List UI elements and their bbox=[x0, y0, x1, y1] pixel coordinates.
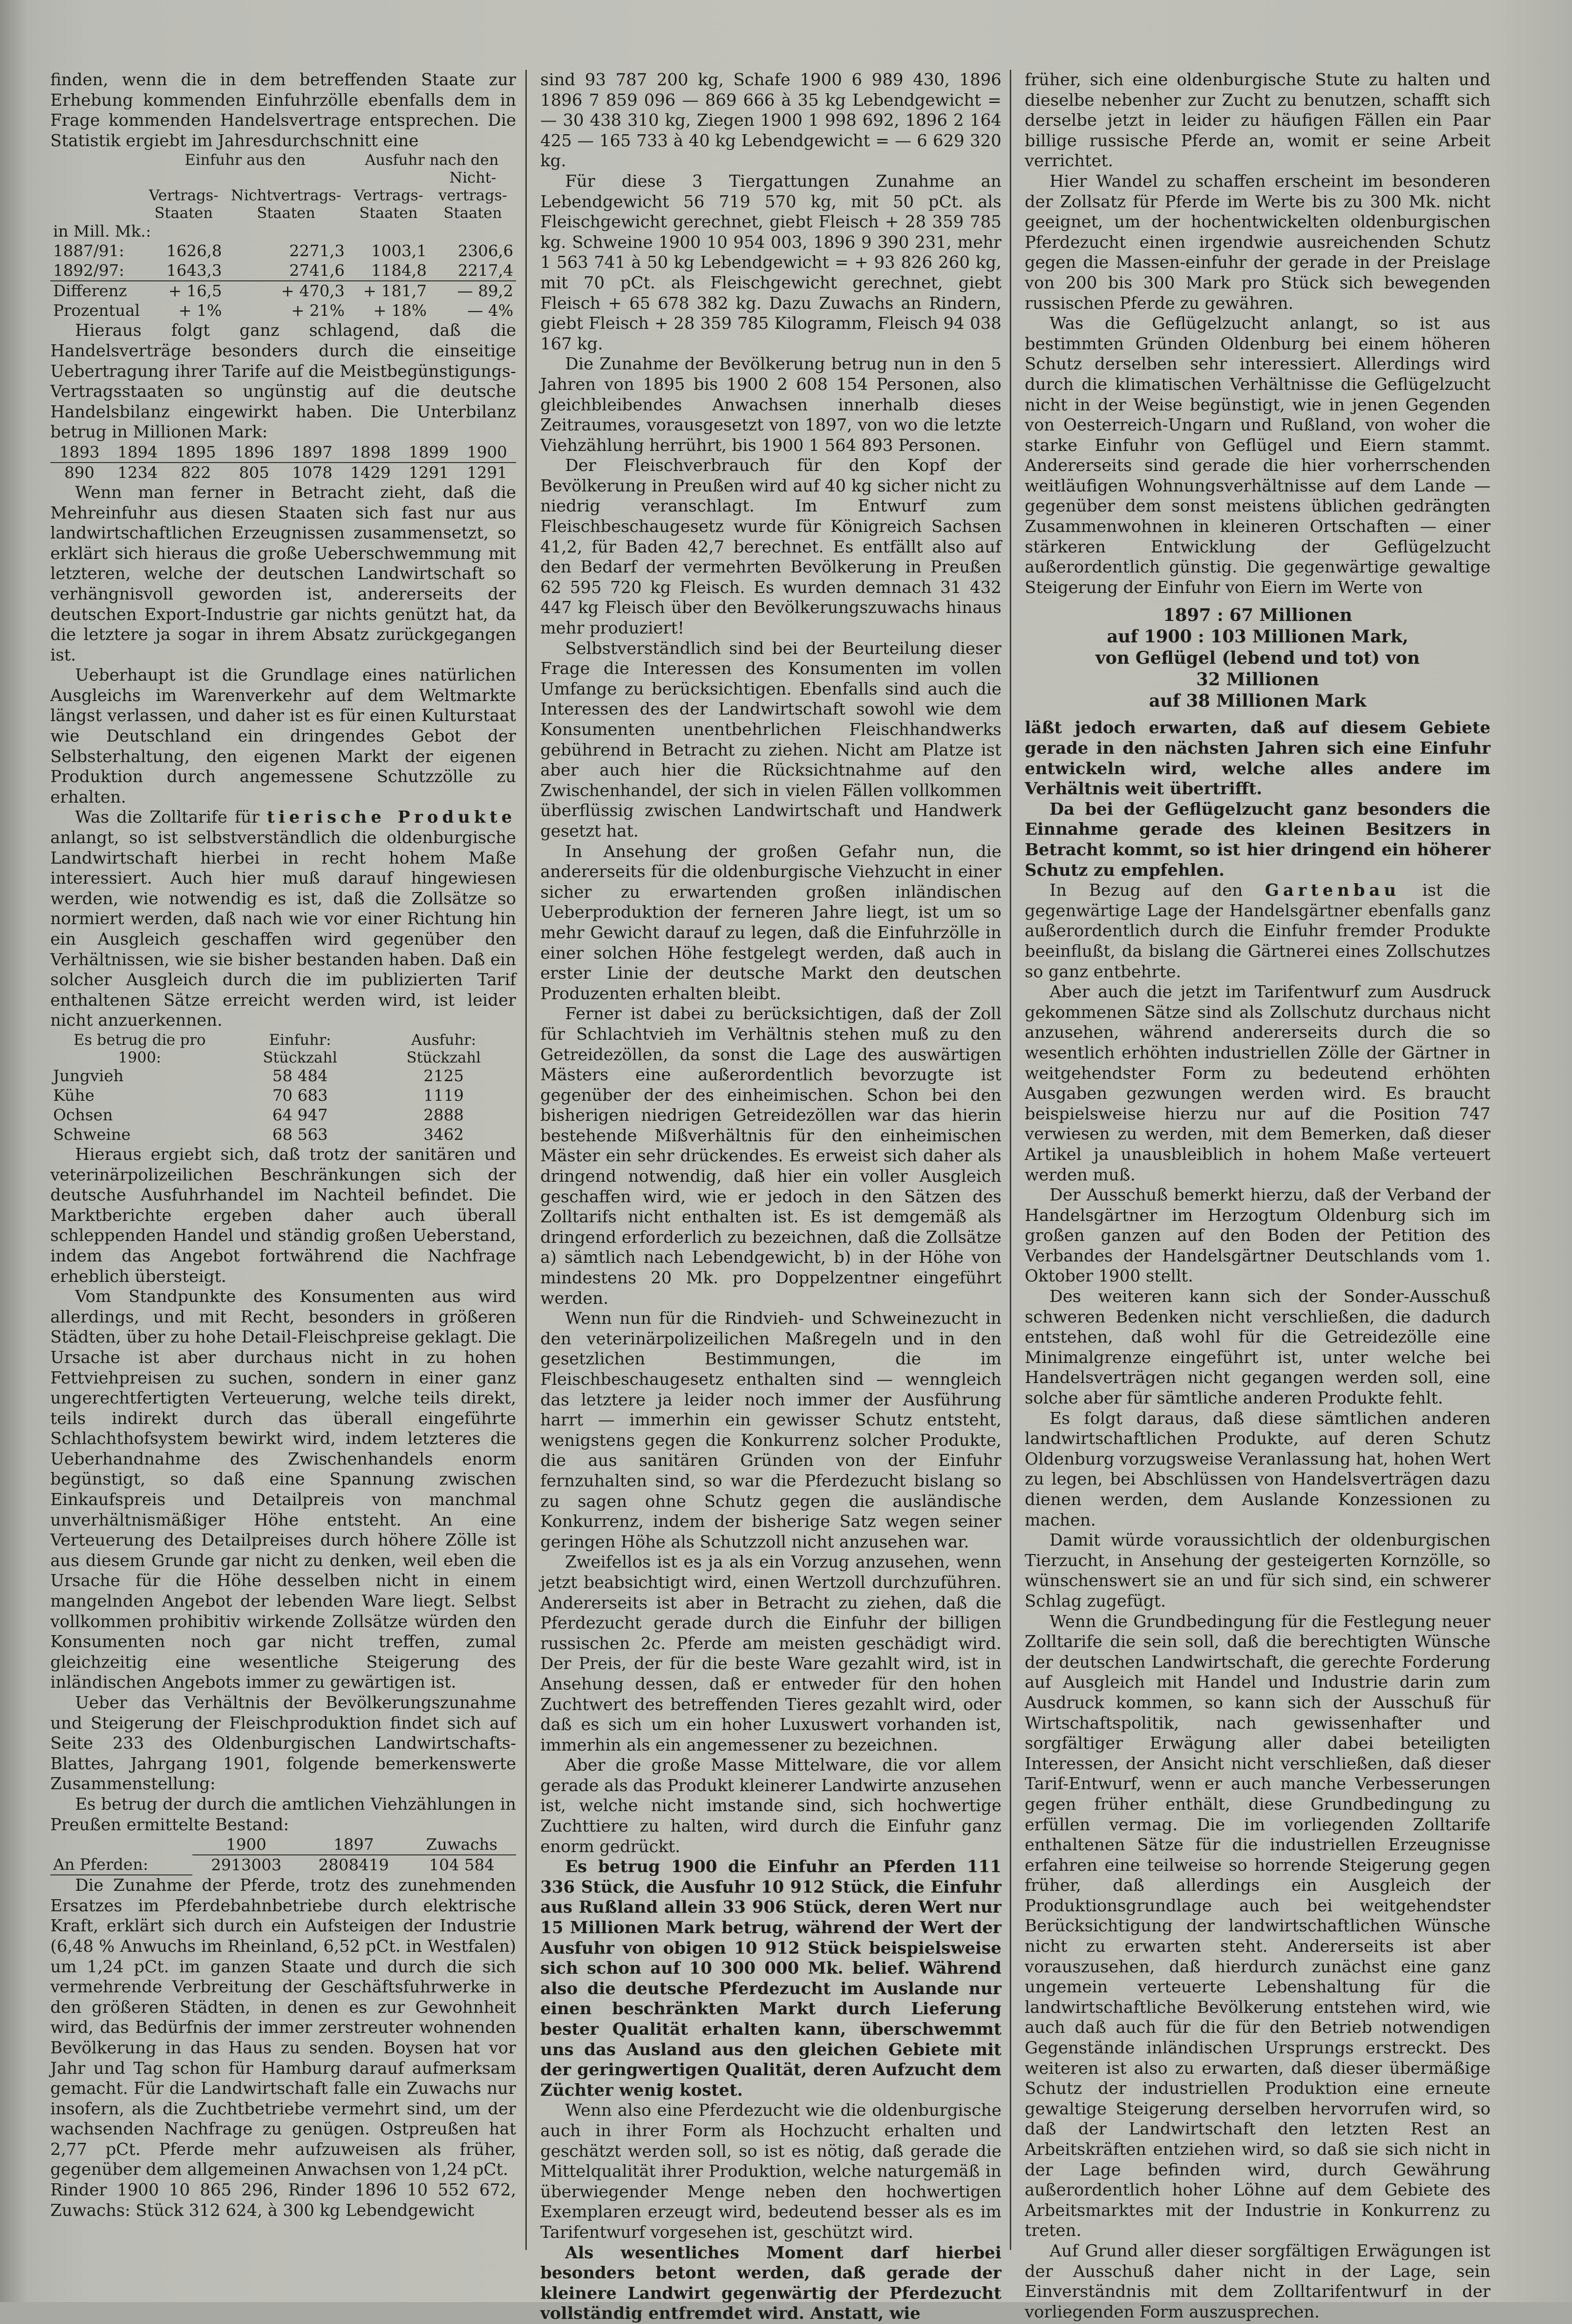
paragraph: Es folgt daraus, daß diese sämtlichen anderen landwirtschaftlichen Produkte, auf deren Schutz Oldenburg vorzugsweise Veranlassung hat, hohen Wert zu legen, bei Abschlüssen von Handelsverträgen dazu dienen werden, dem Auslande Konzessionen zu machen. bbox=[1025, 1409, 1490, 1530]
column-right bbox=[1025, 70, 1490, 2322]
table-row: 1893 1894 1895 1896 1897 1898 1899 1900 bbox=[50, 443, 516, 463]
group-header: Ausfuhr nach den bbox=[365, 151, 499, 169]
paragraph: Was die Zolltarife für tierische Produkte anlangt, so ist selbstverständlich die oldenburgische Landwirtschaft hierbei in recht hohem Maße interessiert. Auch hier muß darauf hingewiesen werden, wie notwendig es ist, daß die Zollsätze so normiert werden, daß nach wie vor einer Richtung hin ein Ausgleich geschaffen wird gegenüber den Verhältnissen, wie sie bisher bestanden haben. Daß ein solcher Ausgleich durch die im publizierten Tarif enthaltenen Sätze erreicht werden wird, ist leider nicht anzuerkennen. bbox=[50, 808, 516, 1030]
table-row: Schweine 68 563 3462 bbox=[53, 1125, 464, 1144]
table-row: Differenz + 16,5 + 470,3 + 181,7 — 89,2 bbox=[53, 282, 513, 301]
table-row: Kühe 70 683 1119 bbox=[53, 1086, 464, 1105]
paragraph: Für diese 3 Tiergattungen Zunahme an Lebendgewicht 56 719 570 kg, mit 50 pCt. als Fleischgewicht gerechnet, giebt Fleisch + 28 359 785 kg. Schweine 1900 10 954 003, 1896 9 390 231, mehr 1 563 741 à 50 kg Lebendgewicht = + 93 826 260 kg, mit 70 pCt. als Fleischgewicht gerechnet, giebt Fleisch + 65 678 382 kg. Dazu Zuwachs an Rindern, giebt Fleisch + 28 359 785 Kilogramm, Fleisch 94 038 167 kg. bbox=[540, 171, 1001, 354]
paragraph: Wenn also eine Pferdezucht wie die oldenburgische auch in ihrer Form als Hochzucht erhalten und geschätzt werden soll, so ist es nötig, daß gerade die Mittelqualität ihrer Produktion, welche naturgemäß in überwiegender Menge neben den hochwertigen Exemplaren erzeugt wird, bedeutend besser als es im Tarifentwurf vorgesehen ist, geschützt wird. bbox=[540, 2101, 1001, 2242]
column-header: Es betrug die pro 1900: bbox=[73, 1030, 206, 1066]
column-header: Ausfuhr: Stückzahl bbox=[406, 1030, 481, 1066]
figure-line: 1897 : 67 Millionen bbox=[1163, 605, 1352, 626]
paragraph: sind 93 787 200 kg, Schafe 1900 6 989 430, 1896 1896 7 859 096 — 869 666 à 35 kg Lebendgewicht = — 30 438 310 kg, Ziegen 1900 1 998 692, 1896 2 164 425 — 165 733 à 40 kg Lebendgewicht = — 6 629 320 kg. bbox=[540, 70, 1001, 171]
table-row: 1887/91: 1626,8 2271,3 1003,1 2306,6 bbox=[53, 242, 513, 261]
paragraph: Hieraus folgt ganz schlagend, daß die Handelsverträge besonders durch die einseitige Uebertragung ihrer Tarife auf die Meistbegünstigungs-Vertragsstaaten so ungünstig auf die deutsche Handelsbilanz eingewirkt haben. Die Unterbilanz betrug in Millionen Mark: bbox=[50, 321, 516, 442]
paragraph: Selbstverständlich sind bei der Beurteilung dieser Frage die Interessen des Konsumenten im vollen Umfange zu berücksichtigen. Ebenfalls sind auch die Interessen des der Landwirtschaft sowohl wie dem Konsumenten unentbehrlichen Fleischhandwerks gebührend in Betracht zu ziehen. Nicht am Platze ist aber auch hier die Rücksichtnahme auf den Zwischenhandel, der sich in vielen Fällen vollkommen überflüssig zwischen Landwirtschaft und Handwerk gesetzt hat. bbox=[540, 639, 1001, 841]
group-header: Einfuhr aus den bbox=[184, 151, 306, 169]
paragraph: Ferner ist dabei zu berücksichtigen, daß der Zoll für Schlachtvieh im Verhältnis stehen muß zu den Getreidezöllen, da sonst die Lage des auswärtigen Mästers eine außerordentlich bevorzugte ist gegenüber der des einheimischen. Schon bei den bisherigen niedrigen Getreidezöllen war das hierin bestehende Mißverhältnis für den einheimischen Mäster ein sehr drückendes. Es erweist sich daher als dringend notwendig, daß hier ein voller Ausgleich geschaffen wird, wie er jedoch in den Sätzen des Zolltarifs nicht enthalten ist. Es ist demgemäß als dringend erforderlich zu bezeichnen, daß die Zollsätze a) sämtlich nach Lebendgewicht, b) in der Höhe von mindestens 20 Mk. pro Doppelzentner eingeführt werden. bbox=[540, 1004, 1001, 1308]
paragraph: Es betrug der durch die amtlichen Viehzählungen in Preußen ermittelte Bestand: bbox=[50, 1794, 516, 1834]
paragraph: Damit würde voraussichtlich der oldenburgischen Tierzucht, in Ansehung der gesteigerten Kornzölle, so wünschenswert sie an und für sich sind, ein schwerer Schlag zugefügt. bbox=[1025, 1531, 1490, 1611]
paragraph: Die Zunahme der Pferde, trotz des zunehmenden Ersatzes im Pferdebahnbetriebe durch elektrische Kraft, erklärt sich durch ein Aufsteigen der Industrie (6,48 % Anwuchs im Rheinland, 6,52 pCt. in Westfalen) um 1,24 pCt. im ganzen Staate und durch die sich vermehrende Verbreitung der Geschäftsfuhrwerke in den größeren Städten, in denen es zur Gewohnheit wird, das Bedürfnis der immer zerstreuter wohnenden Bevölkerung in das Haus zu senden. Boysen hat vor Jahr und Tag schon für Hamburg darauf aufmerksam gemacht. Für die Landwirtschaft falle ein Zuwachs nur insofern, als die Zuchtbetriebe vermehrt sind, um der wachsenden Nachfrage zu genügen. Ostpreußen hat 2,77 pCt. Pferde mehr aufzuweisen als früher, gegenüber dem allgemeinen Anwachsen von 1,24 pCt. bbox=[50, 1876, 516, 2180]
paragraph: Auf Grund aller dieser sorgfältigen Erwägungen ist der Ausschuß daher nicht in der Lage, sein Einverständnis mit dem Zolltarifentwurf in der vorliegenden Form auszusprechen. bbox=[1025, 2241, 1490, 2322]
column-header: Nichtvertrags-Staaten bbox=[231, 186, 341, 222]
table-row: Ochsen 64 947 2888 bbox=[53, 1105, 464, 1125]
paragraph: Wenn die Grundbedingung für die Festlegung neuer Zolltarife die sein soll, daß die berechtigten Wünsche der deutschen Landwirtschaft, die gerechte Forderung auf Ausgleich mit Handel und Industrie darin zum Ausdruck kommen, so kann sich der Ausschuß für Wirtschaftspolitik, nach gewissenhafter und sorgfältiger Erwägung aller dabei beteiligten Interessen, der Ansicht nicht verschließen, daß dieser Tarif-Entwurf, wenn er auch manche Verbesserungen gegen früher enthält, diese Grundbedingung zu erfüllen vermag. Die im vorliegenden Zolltarife enthaltenen Sätze für die industriellen Erzeugnisse erfahren eine teilweise so horrende Steigerung gegen früher, daß allerdings ein Ausgleich der Produktionsgrundlage auch bei weitgehendster Berücksichtigung der landwirtschaftlichen Wünsche nicht zu erwarten steht. Andererseits ist aber vorauszusehen, daß hierdurch zunächst eine ganz ungemein verteuerte Lebenshaltung für die landwirtschaftliche Bevölkerung entstehen wird, wie auch daß auch für die für den Betrieb notwendigen Gegenstände inländischen Ursprungs erstreckt. Des weiteren ist also zu erwarten, daß dieser übermäßige Schutz der industriellen Produktion eine erneute gewaltige Steigerung derselben hervorrufen wird, so daß der Landwirtschaft den letzten Rest an Arbeitskräften entziehen wird, so daß sie sich nicht in der Lage befinden wird, durch Gewährung außerordentlich hoher Löhne auf dem Gebiete des Arbeitsmarktes mit der Industrie in Konkurrenz zu treten. bbox=[1025, 1612, 1490, 2241]
paragraph: Des weiteren kann sich der Sonder-Ausschuß schweren Bedenken nicht verschließen, die dadurch entstehen, daß wohl für die Getreidezölle eine Minimalgrenze eingeführt ist, unter welche bei Handelsverträgen nicht gegangen werden soll, eine solche aber für sämtliche anderen Produkte fehlt. bbox=[1025, 1287, 1490, 1408]
table-row: Jungvieh 58 484 2125 bbox=[53, 1066, 464, 1085]
paragraph: Der Ausschuß bemerkt hierzu, daß der Verband der Handelsgärtner im Herzogtum Oldenburg sich im großen ganzen auf den Boden der Petition des Verbandes der Handelsgärtner Deutschlands vom 1. Oktober 1900 stellt. bbox=[1025, 1186, 1490, 1286]
paragraph: finden, wenn die in dem betreffenden Staate zur Erhebung kommenden Einfuhrzölle ebenfalls dem in Frage kommenden Handelsvertrage entsprechen. Die Statistik ergiebt im Jahresdurchschnitt eine bbox=[50, 70, 516, 150]
paragraph: Als wesentliches Moment darf hierbei besonders betont werden, daß gerade der kleinere Landwirt gegenwärtig der Pferdezucht vollständig entfremdet wird. Anstatt, wie bbox=[540, 2243, 1001, 2324]
paragraph: Der Fleischverbrauch für den Kopf der Bevölkerung in Preußen wird auf 40 kg sicher nicht zu niedrig veranschlagt. Im Entwurf zum Fleischbeschaugesetz wurde für Königreich Sachsen 41,2, für Baden 42,7 berechnet. Es entfällt also auf den Bedarf der vermehrten Bevölkerung in Preußen 62 595 720 kg Fleisch. Es wurden demnach 31 432 447 kg Fleisch über den Bevölkerungszuwachs hinaus mehr produziert! bbox=[540, 456, 1001, 638]
paragraph: Es betrug 1900 die Einfuhr an Pferden 111 336 Stück, die Ausfuhr 10 912 Stück, die Einfuhr aus Rußland allein 33 906 Stück, deren Wert nur 15 Millionen Mark betrug, während der Wert der Ausfuhr von obigen 10 912 Stück beispielsweise sich schon auf 10 300 000 Mk. belief. Während also die deutsche Pferdezucht im Auslande nur einen beschränkten Markt durch Lieferung bester Qualität erhalten kann, überschwemmt uns das Ausland aus den gleichen Gebiete mit der geringwertigen Qualität, deren Aufzucht dem Züchter wenig kostet. bbox=[540, 1857, 1001, 2100]
column-header: Einfuhr: Stückzahl bbox=[263, 1030, 337, 1066]
spaced-emphasis: Gartenbau bbox=[1265, 881, 1400, 900]
paragraph: Ueberhaupt ist die Grundlage eines natürlichen Ausgleichs im Warenverkehr auf dem Weltmarkte längst verlassen, und daher ist es für einen Kulturstaat wie Deutschland ein dringendes Gebot der Selbsterhaltung, den eigenen Markt der eigenen Produktion durch angemessene Schutzzölle zu erhalten. bbox=[50, 666, 516, 807]
paragraph: Aber auch die jetzt im Tarifentwurf zum Ausdruck gekommenen Sätze sind als Zollschutz durchaus nicht anzusehen, während andererseits durch die so wesentlich erhöhten industriellen Zölle der Gärtner in weitgehendster Form zu bedeutend erhöhten Ausgaben gezwungen werden wird. Es braucht beispielsweise hierzu nur auf die Position 747 verwiesen zu werden, mit dem Bemerken, daß dieser Artikel ja unausbleiblich in hohem Maße verteuert werden muß. bbox=[1025, 982, 1490, 1185]
figure-line: auf 1900 : 103 Millionen Mark, bbox=[1107, 626, 1409, 647]
paragraph: Aber die große Masse Mittelware, die vor allem gerade als das Produkt kleinerer Landwirte anzusehen ist, welche nicht imstande sind, sich hochwertige Zuchttiere zu halten, wird durch die Einfuhr ganz enorm gedrückt. bbox=[540, 1756, 1001, 1856]
figure-line: 32 Millionen bbox=[1196, 669, 1319, 690]
table-row: An Pferden: 1900 1897 Zuwachs bbox=[50, 1835, 516, 1855]
paragraph: Die Zunahme der Bevölkerung betrug nun in den 5 Jahren von 1895 bis 1900 2 608 154 Personen, also gleichbleibendes Anwachsen innerhalb dieses Zeitraumes, vorausgesetzt von 1897, von wo die letzte Viehzählung herrührt, bis 1900 1 564 893 Personen. bbox=[540, 354, 1001, 455]
paragraph: Hieraus ergiebt sich, daß trotz der sanitären und veterinärpolizeilichen Beschränkungen sich der deutsche Ausfuhrhandel im Nachteil befindet. Die Marktberichte ergeben daher auch überall schleppenden Handel und ständig großen Ueberstand, indem das Angebot fortwährend die Nachfrage erheblich übersteigt. bbox=[50, 1145, 516, 1286]
table-row: 1892/97: 1643,3 2741,6 1184,8 2217,4 bbox=[50, 261, 516, 281]
paragraph: Wenn nun für die Rindvieh- und Schweinezucht in den veterinärpolizeilichen Maßregeln und in den gesetzlichen Bestimmungen, die im Fleischbeschaugesetz enthalten sind — wenngleich das letztere ja leider noch immer der Ausführung harrt — immerhin ein gewisser Schutz entsteht, wenigstens gegen die Konkurrenz solcher Produkte, die aus sanitären Gründen von der Einfuhr fernzuhalten sind, so war die Pferdezucht bislang so zu sagen ohne Schutz gegen die ausländische Konkurrenz, indem der bisherige Satz wegen seiner geringen Höhe als Schutzzoll nicht anzusehen war. bbox=[540, 1309, 1001, 1552]
paragraph: Ueber das Verhältnis der Bevölkerungszunahme und Steigerung der Fleischproduktion findet sich auf Seite 233 des Oldenburgischen Landwirtschafts-Blattes, Jahrgang 1901, folgende bemerkenswerte Zusammenstellung: bbox=[50, 1693, 516, 1794]
paragraph: Was die Geflügelzucht anlangt, so ist aus bestimmten Gründen Oldenburg bei einem höheren Schutz derselben sehr interessiert. Allerdings wird durch die klimatischen Verhältnisse die Geflügelzucht nicht in der Weise begünstigt, wie in jenen Gegenden von Oesterreich-Ungarn und Rußland, von woher die starke Einfuhr von Geflügel und Eiern stammt. Andererseits sind gerade die hier vorherrschenden weitläufigen Wohnungsverhältnisse auf dem Lande — gegenüber dem sonst meistens üblichen gedrängten Zusammenwohnen in kleineren Ortschaften — einer stärkeren Entwicklung der Geflügelzucht außerordentlich günstig. Die gegenwärtige gewaltige Steigerung der Einfuhr von Eiern im Werte von bbox=[1025, 314, 1490, 597]
paragraph: Wenn man ferner in Betracht zieht, daß die Mehreinfuhr aus diesen Staaten sich fast nur aus landwirtschaftlichen Erzeugnissen zusammensetzt, so erklärt sich hieraus die große Ueberschwemmung mit letzteren, welche der deutschen Landwirtschaft so verhängnisvoll geworden ist, andererseits der deutschen Export-Industrie gar nichts genützt hat, da die letztere ja sogar in ihrem Absatz zurückgegangen ist. bbox=[50, 483, 516, 665]
paragraph: Zweifellos ist es ja als ein Vorzug anzusehen, wenn jetzt beabsichtigt wird, einen Wertzoll durchzuführen. Andererseits ist aber in Betracht zu ziehen, daß die Pferdezucht gerade durch die Einfuhr der billigen russischen 2c. Pferde am meisten geschädigt wird. Der Preis, der für die beste Ware gezahlt wird, ist in Ansehung dessen, daß er entweder für den hohen Zuchtwert des betreffenden Tieres gezahlt wird, oder daß es sich um ein hoher Luxuswert vorhanden ist, immerhin als ein angemessener zu bezeichnen. bbox=[540, 1553, 1001, 1755]
table-row: Prozentual + 1% + 21% + 18% — 4% bbox=[53, 301, 513, 320]
figure-line: von Geflügel (lebend und tot) von bbox=[1095, 647, 1420, 668]
table-row: 890 1234 822 805 1078 1429 1291 1291 bbox=[64, 463, 507, 482]
unit-label: in Mill. Mk.: bbox=[53, 222, 151, 241]
trade-balance-table bbox=[50, 151, 516, 320]
spaced-emphasis: tierische Produkte bbox=[267, 808, 516, 827]
paragraph: Da bei der Geflügelzucht ganz besonders die Einnahme gerade des kleinen Besitzers in Betracht kommt, so ist hier dringend ein höherer Schutz zu empfehlen. bbox=[1025, 799, 1490, 880]
paragraph: In Bezug auf den Gartenbau ist die gegenwärtige Lage der Handelsgärtner ebenfalls ganz außerordentlich durch die Einfuhr fremder Produkte beeinflußt, da bislang die Gärtnerei eines Zollschutzes so ganz entbehrte. bbox=[1025, 881, 1490, 981]
column-divider bbox=[525, 70, 527, 2250]
paragraph: Vom Standpunkte des Konsumenten aus wird allerdings, und mit Recht, besonders in größeren Städten, über zu hohe Detail-Fleischpreise geklagt. Die Ursache ist aber durchaus nicht in zu hohen Fettviehpreisen zu suchen, sondern in einer ganz ungerechtfertigten Verteuerung, welche teils direkt, teils indirekt durch das überall eingeführte Schlachthofsystem bewirkt wird, indem letzteres die Ueberhandnahme des Zwischenhandels enorm begünstigt, so daß eine Spannung zwischen Einkaufspreis und Detailpreis von manchmal unverhältnismäßiger Höhe entsteht. An eine Verteuerung des Detailpreises durch höhere Zölle ist aus diesem Grunde gar nicht zu denken, weil eben die Ursache für die Höhe desselben nicht in einem mangelnden Angebot der lebenden Ware liegt. Selbst vollkommen prohibitiv wirkende Zollsätze würden den Konsumenten noch gar nicht treffen, zumal gleichzeitig eine wesentliche Steigerung des inländischen Angebots immer zu gewärtigen ist. bbox=[50, 1287, 516, 1692]
livestock-table bbox=[50, 1031, 516, 1145]
paragraph: läßt jedoch erwarten, daß auf diesem Gebiete gerade in den nächsten Jahren sich eine Einfuhr entwickeln wird, welche alles andere im Verhältnis weit übertrifft. bbox=[1025, 718, 1490, 799]
column-divider bbox=[1010, 70, 1011, 2250]
figure-line: auf 38 Millionen Mark bbox=[1149, 690, 1367, 711]
column-header: Vertrags-Staaten bbox=[354, 186, 423, 222]
paragraph: früher, sich eine oldenburgische Stute zu halten und dieselbe nebenher zur Zucht zu benutzen, schafft sich derselbe jetzt in leider zu häufigen Fällen ein Paar billige russische Pferde an, womit er seine Arbeit verrichtet. bbox=[1025, 70, 1490, 171]
column-middle bbox=[540, 70, 1001, 2324]
horses-table bbox=[50, 1835, 516, 1875]
column-left bbox=[50, 70, 516, 2259]
table-row: 2913003 2808419 104 584 bbox=[211, 1856, 495, 1875]
paragraph: In Ansehung der großen Gefahr nun, die andererseits für die oldenburgische Viehzucht in einer sicher zu erwartenden großen inländischen Ueberproduktion der ferneren Jahre liegt, ist um so mehr Gewicht darauf zu legen, daß die Einfuhrzölle in einer solchen Höhe festgelegt werden, daß auch in erster Linie der deutsche Markt den deutschen Produzenten erhalten bleibt. bbox=[540, 842, 1001, 1003]
paragraph: Hier Wandel zu schaffen erscheint im besonderen der Zollsatz für Pferde im Werte bis zu 300 Mk. nicht geeignet, um der hochentwickelten oldenburgischen Pferdezucht einen irgendwie ausreichenden Schutz gegen die Massen-einfuhr der gerade in der Preislage von 200 bis 300 Mark pro Stück sich bewegenden russischen Pferde zu gewähren. bbox=[1025, 171, 1490, 313]
paragraph: Rinder 1900 10 865 296, Rinder 1896 10 552 672, Zuwachs: Stück 312 624, à 300 kg Lebendgewicht bbox=[50, 2181, 516, 2220]
deficit-table bbox=[50, 443, 516, 483]
column-header: Vertrags-Staaten bbox=[149, 186, 218, 222]
column-header: Nicht-vertrags-Staaten bbox=[438, 169, 507, 222]
